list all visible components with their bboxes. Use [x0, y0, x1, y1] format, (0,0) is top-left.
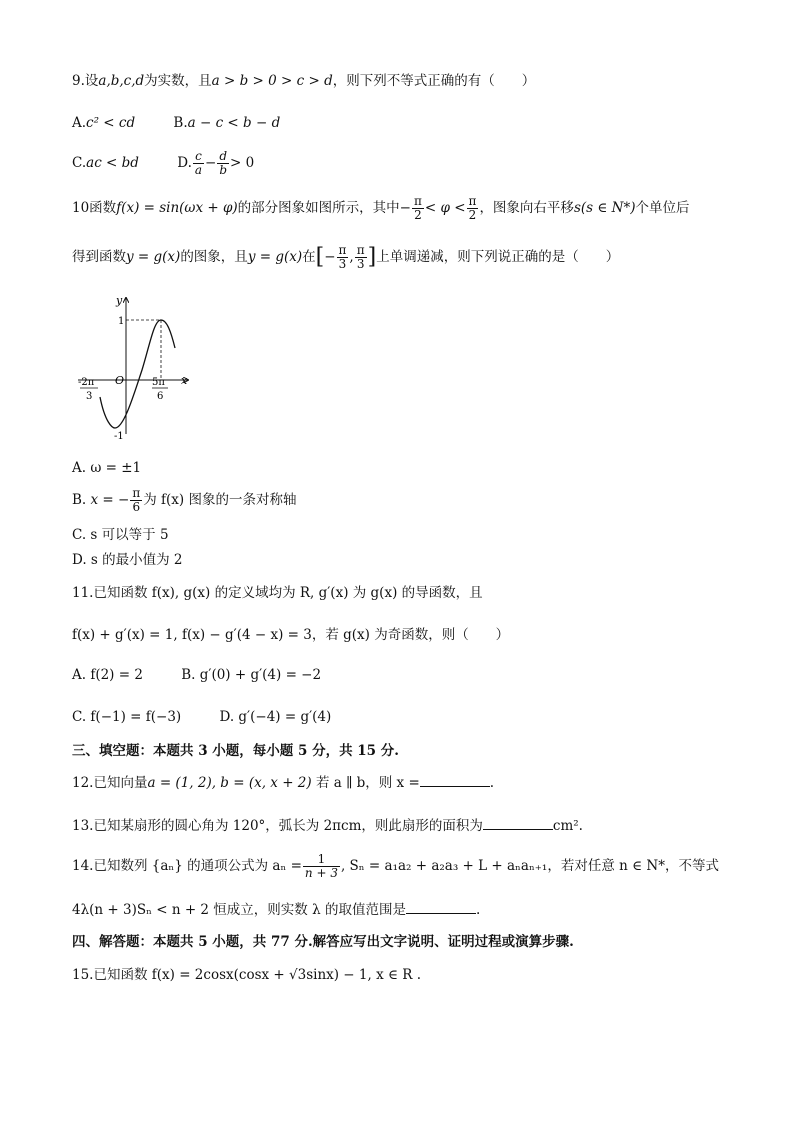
q10-interval-tail: 上单调递减，则下列说正确的是（ ）	[376, 249, 620, 265]
q11-option-c: C. f(−1) = f(−3)	[72, 709, 182, 725]
graph-minus-one: -1	[114, 431, 124, 442]
q9-option-c-label: C.	[72, 155, 87, 171]
graph-origin: O	[115, 374, 125, 387]
q10-mid: 的部分图象如图所示，其中	[237, 200, 400, 216]
q9-suffix: ，则下列不等式正确的有（ ）	[332, 73, 536, 89]
q11-options-ab	[72, 665, 321, 685]
q10-frac-pi-3-a: $\frac{\pi}{3}$	[338, 243, 347, 271]
graph-x-label: x	[181, 374, 188, 387]
q10-stem-line2: 得到函数y = g(x)的图象，且y = g(x)在[− $\frac{\pi}{3}$ , $\frac{\pi}{3}$ ]上单调递减，则下列说正确的是（ ）	[72, 243, 620, 271]
q9-frac-c-a: $\frac{c}{a}$	[194, 149, 203, 177]
q12-answer-blank[interactable]	[420, 772, 490, 787]
q10-after: ，图象向右平移	[479, 200, 574, 216]
q10-g-func: y = g(x)	[126, 249, 181, 265]
q10-stem-line1	[72, 193, 689, 223]
q9-option-a: c² < cd	[86, 115, 136, 131]
q9-option-d-tail: > 0	[230, 155, 255, 171]
q9-condition: a > b > 0 > c > d	[211, 73, 333, 89]
q10-option-d: D. s 的最小值为 2	[72, 552, 183, 568]
q10-tail: 个单位后	[635, 200, 690, 216]
q9-frac-d-b: $\frac{d}{b}$	[219, 149, 228, 177]
q11-option-b: B. g′(0) + g′(4) = −2	[181, 667, 322, 683]
section-3-heading: 三、填空题：本题共 3 小题，每小题 5 分，共 15 分.	[72, 743, 399, 759]
q9-vars: a,b,c,d	[98, 73, 145, 89]
q10-line2-prefix: 得到函数	[72, 249, 126, 265]
q10-frac-pi-2-a: $\frac{\pi}{2}$	[413, 194, 422, 222]
graph-right-num: 5π	[152, 377, 165, 388]
q10-prefix: 10函数	[72, 200, 117, 216]
q10-frac-pi-3-b: $\frac{\pi}{3}$	[356, 243, 365, 271]
q10-shift: s(s ∈ N*)	[573, 200, 636, 216]
q13: 13.已知某扇形的圆心角为 120°，弧长为 2πcm，则此扇形的面积为 cm².	[72, 815, 583, 836]
q9-option-b-label: B.	[173, 115, 188, 131]
q10-g-func-2: y = g(x)	[247, 249, 303, 265]
q10-option-b: B. x = − $\frac{\pi}{6}$ 为 f(x) 图象的一条对称轴	[72, 486, 297, 514]
q10-interval-in: 在	[302, 249, 316, 265]
q9-option-b: a − c < b − d	[187, 115, 281, 131]
q11-option-a: A. f(2) = 2	[72, 667, 143, 683]
q15: 15.已知函数 f(x) = 2cosx(cosx + √3sinx) − 1, x ∈ R .	[72, 967, 422, 983]
q14-line2: 4λ(n + 3)Sₙ < n + 2 恒成立，则实数 λ 的取值范围是 .	[72, 899, 480, 920]
graph-left-den: 3	[86, 391, 93, 402]
q9-option-c: ac < bd	[86, 155, 139, 171]
section-4-heading: 四、解答题：本题共 5 小题，共 77 分.解答应写出文字说明、证明过程或演算步骤.	[72, 934, 574, 950]
q9-prefix: 9.设	[72, 73, 99, 89]
q14-line1: 14.已知数列 {aₙ} 的通项公式为 aₙ = $\frac{1}{n + 3}$ , Sₙ = a₁a₂ + a₂a₃ + L + aₙaₙ₊₁，若对任意 n ∈ N*，不等式	[72, 852, 719, 880]
q10-func: f(x) = sin(ωx + φ)	[116, 200, 238, 216]
q9-options-ab	[72, 113, 280, 133]
q12: 12.已知向量a = (1, 2), b = (x, x + 2) 若 a ∥ b，则 x = .	[72, 772, 494, 793]
q10-range-lt: < φ <	[424, 200, 466, 216]
q13-answer-blank[interactable]	[483, 815, 553, 830]
graph-left-num: -2π	[78, 377, 95, 388]
graph-y-label: y	[116, 294, 123, 307]
q9-stem	[72, 71, 535, 91]
q9-mid: 为实数，且	[144, 73, 212, 89]
q10-function-graph	[72, 292, 197, 444]
q10-frac-pi-2-b: $\frac{\pi}{2}$	[468, 194, 477, 222]
q14-answer-blank[interactable]	[406, 899, 476, 914]
q11-line1: 11.已知函数 f(x), g(x) 的定义域均为 R, g′(x) 为 g(x) 的导函数，且	[72, 585, 483, 601]
q10-range-neg: −	[399, 200, 411, 216]
q10-option-c: C. s 可以等于 5	[72, 527, 169, 543]
graph-one: 1	[118, 316, 125, 327]
q11-line2: f(x) + g′(x) = 1, f(x) − g′(4 − x) = 3，若 g(x) 为奇函数，则（ ）	[72, 627, 510, 643]
q11-option-d: D. g′(−4) = g′(4)	[219, 709, 332, 725]
q9-options-cd: C.ac < bd D. $\frac{c}{a}$ − $\frac{d}{b}$ > 0	[72, 149, 255, 177]
graph-right-den: 6	[157, 391, 164, 402]
sine-curve	[100, 320, 175, 428]
q10-interval-neg: −	[324, 249, 336, 265]
q10-line2-mid: 的图象，且	[180, 249, 248, 265]
q11-options-cd	[72, 707, 331, 727]
q10-option-a: A. ω = ±1	[72, 460, 142, 476]
q9-option-a-label: A.	[72, 115, 87, 131]
q9-option-d-label: D.	[177, 155, 192, 171]
